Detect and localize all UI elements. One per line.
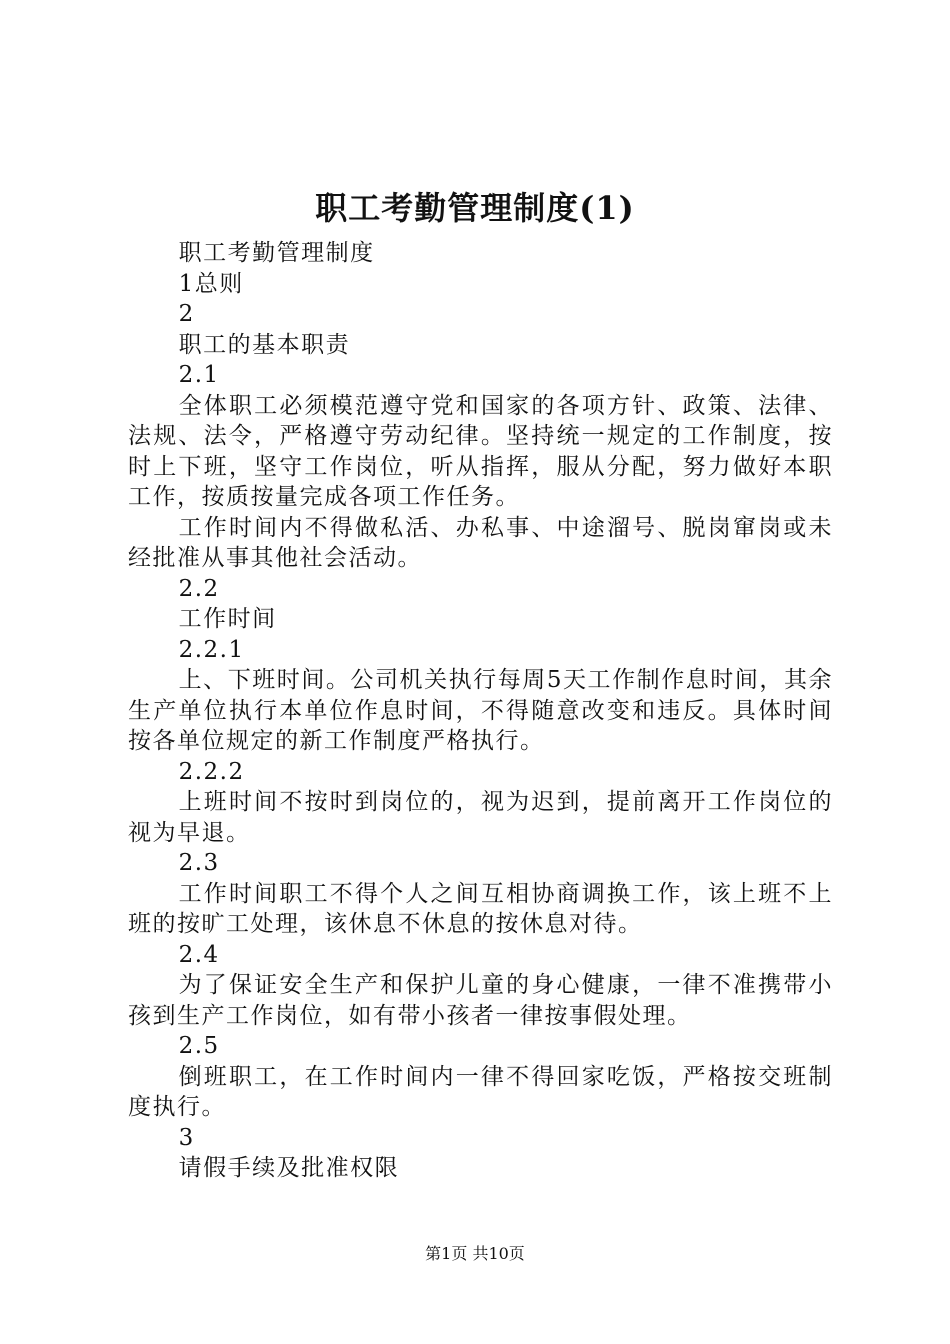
paragraph: 上班时间不按时到岗位的，视为迟到，提前离开工作岗位的视为早退。 xyxy=(128,789,833,846)
paragraph: 2.2.2 xyxy=(178,758,245,785)
paragraph: 2.2.1 xyxy=(178,636,245,663)
document-body xyxy=(128,238,833,1184)
paragraph: 全体职工必须模范遵守党和国家的各项方针、政策、法律、法规、法令，严格遵守劳动纪律。坚持统一规定的工作制度，按时上下班，坚守工作岗位，听从指挥，服从分配，努力做好本职工作，按质按量完成各项工作任务。 xyxy=(128,392,833,510)
paragraph: 上、下班时间。公司机关执行每周5天工作制作息时间，其余生产单位执行本单位作息时间，不得随意改变和违反。具体时间按各单位规定的新工作制度严格执行。 xyxy=(128,667,833,754)
paragraph: 职工考勤管理制度 xyxy=(178,240,375,266)
page-footer: 第1页 共10页 xyxy=(425,1244,525,1263)
paragraph: 2 xyxy=(178,301,195,327)
paragraph: 职工的基本职责 xyxy=(178,331,351,358)
paragraph: 2.5 xyxy=(178,1033,220,1059)
paragraph: 2.3 xyxy=(178,850,220,876)
paragraph: 3 xyxy=(178,1124,195,1151)
paragraph: 2.1 xyxy=(178,362,220,388)
paragraph: 工作时间 xyxy=(178,606,277,632)
paragraph: 2.4 xyxy=(178,941,220,968)
paragraph: 工作时间内不得做私活、办私事、中途溜号、脱岗窜岗或未经批准从事其他社会活动。 xyxy=(128,514,833,571)
paragraph: 为了保证安全生产和保护儿童的身心健康，一律不准携带小孩到生产工作岗位，如有带小孩者一律按事假处理。 xyxy=(128,972,833,1029)
document-title: 职工考勤管理制度(1) xyxy=(315,189,635,227)
paragraph: 请假手续及批准权限 xyxy=(178,1155,400,1181)
paragraph: 1总则 xyxy=(178,270,244,297)
paragraph: 2.2 xyxy=(178,575,220,602)
paragraph: 倒班职工，在工作时间内一律不得回家吃饭，严格按交班制度执行。 xyxy=(128,1063,833,1120)
paragraph: 工作时间职工不得个人之间互相协商调换工作，该上班不上班的按旷工处理，该休息不休息的按休息对待。 xyxy=(128,880,833,937)
